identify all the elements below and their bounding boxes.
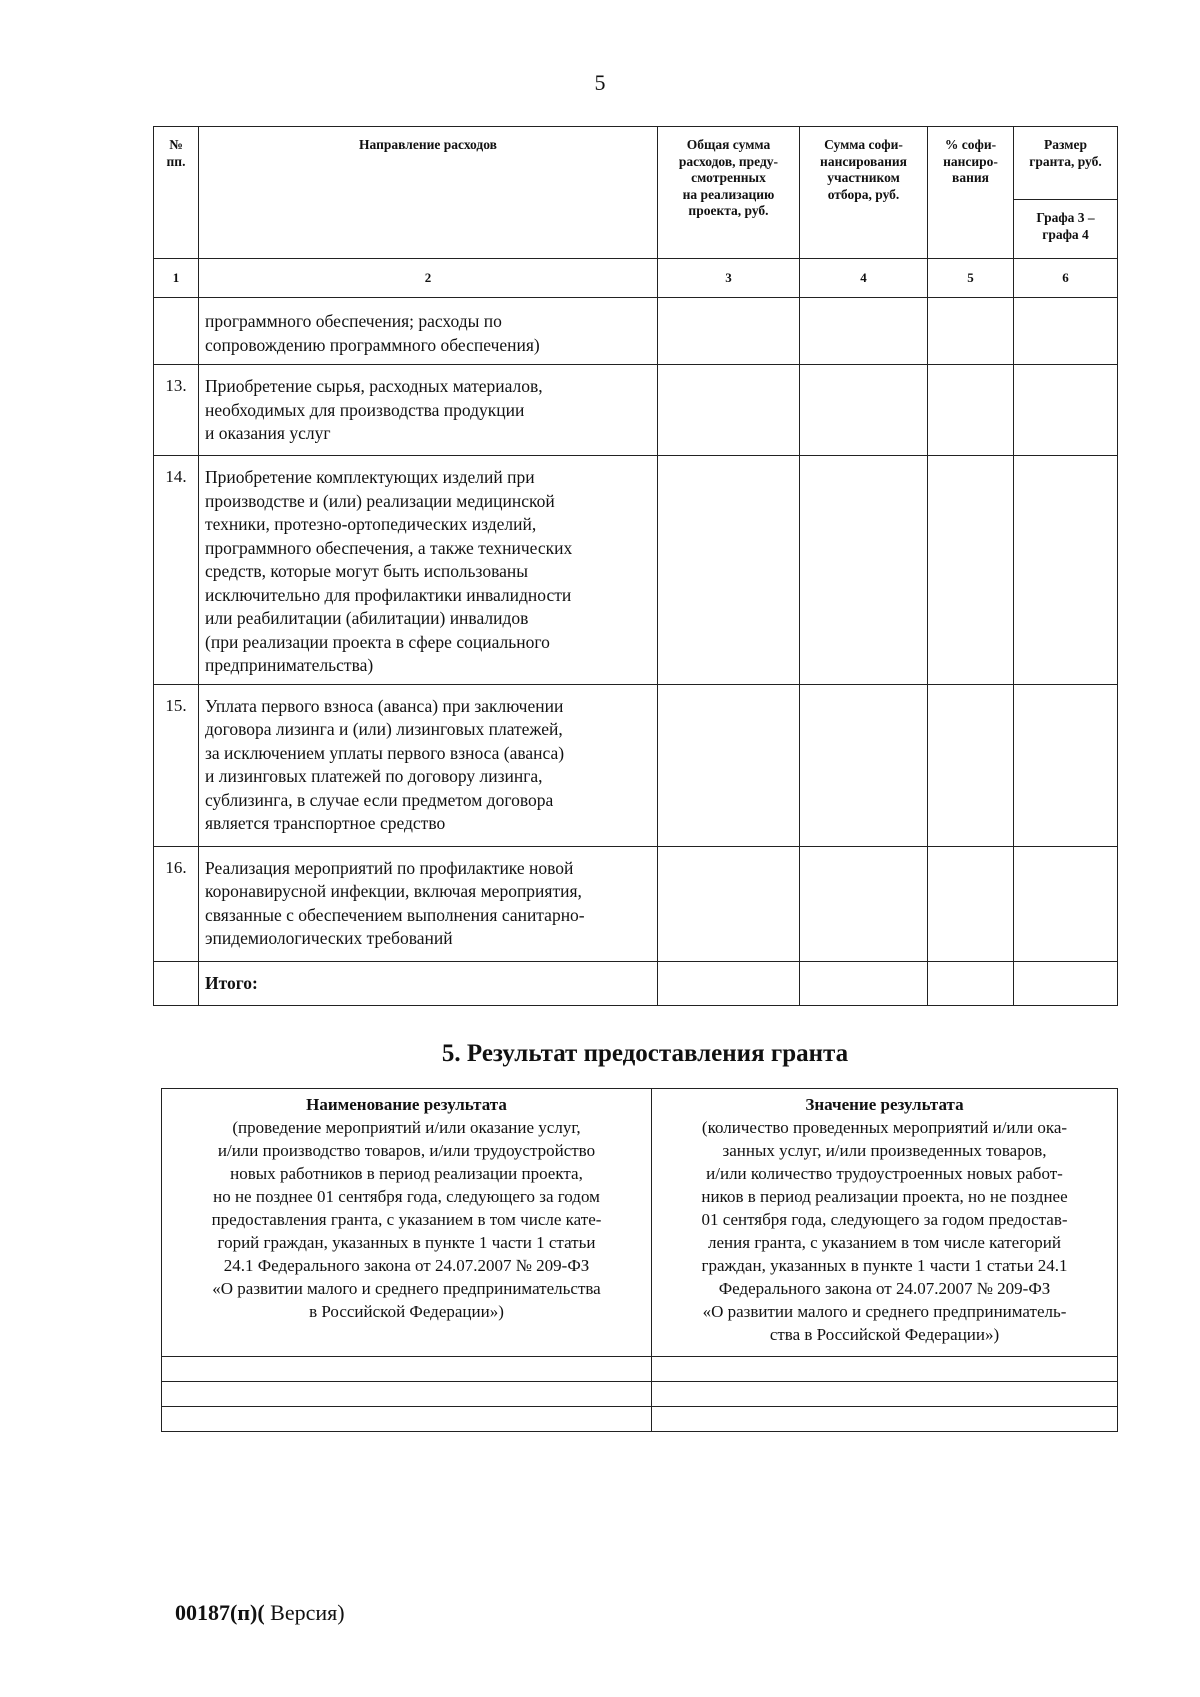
cell-cofinance-pct — [928, 684, 1014, 846]
column-number-row — [154, 259, 1118, 298]
table-row — [154, 684, 1118, 846]
document-code-number: 00187(п)( — [175, 1600, 265, 1625]
table-row — [154, 365, 1118, 456]
column-number: 5 — [928, 259, 1014, 298]
cell-cofinance-sum — [800, 456, 928, 685]
header-grant-formula: Графа 3 – графа 4 — [1014, 200, 1118, 259]
cell-total — [658, 365, 800, 456]
document-code-version: Версия) — [264, 1600, 345, 1625]
cell-cofinance-pct — [928, 846, 1014, 961]
result-value-cell — [652, 1357, 1118, 1382]
header-direction: Направление расходов — [199, 127, 658, 259]
cell-grant-size — [1014, 298, 1118, 365]
table-row — [162, 1357, 1118, 1382]
header-cofinance-sum: Сумма софи- нансирования участником отбора, руб. — [800, 127, 928, 259]
total-label: Итого: — [199, 961, 658, 1005]
cell-total — [658, 456, 800, 685]
result-name-header — [162, 1089, 652, 1357]
row-number: 14. — [154, 456, 199, 685]
table-row — [154, 298, 1118, 365]
row-text: Приобретение комплектующих изделий при производстве и (или) реализации медицинской техники, протезно-ортопедических изделий, программного обеспечения, а также технических средств, которые могут быть использованы исключительно для профилактики инвалидности или реабилитации (абилитации) инвалидов (при реализации проекта в сфере социального предпринимательства) — [199, 456, 658, 685]
column-number: 6 — [1014, 259, 1118, 298]
total-row-number — [154, 961, 199, 1005]
results-header-row — [162, 1089, 1118, 1357]
cell-cofinance-pct — [928, 456, 1014, 685]
cell-grant-size — [1014, 456, 1118, 685]
result-value-title: Значение результата — [805, 1095, 964, 1114]
cell-grant-size — [1014, 365, 1118, 456]
row-number — [154, 298, 199, 365]
header-grant-size: Размер гранта, руб. — [1014, 127, 1118, 200]
result-name-cell — [162, 1382, 652, 1407]
row-number: 16. — [154, 846, 199, 961]
result-value-cell — [652, 1382, 1118, 1407]
cell-cofinance-sum — [800, 365, 928, 456]
document-code — [175, 1600, 345, 1626]
results-table — [161, 1088, 1118, 1432]
cell-total — [658, 684, 800, 846]
total-row — [154, 961, 1118, 1005]
row-number: 15. — [154, 684, 199, 846]
result-name-description: (проведение мероприятий и/или оказание услуг, и/или производство товаров, и/или трудоустройство новых работников в период реализации проекта, но не позднее 01 сентября года, следующего за годом предоставления гранта, с указанием в том числе кате- горий граждан, указанных в пункте 1 части 1 статьи 24.1 Федерального закона от 24.07.2007 № 209-ФЗ «О развитии малого и среднего предпринимательства в Российской Федерации») — [211, 1118, 602, 1321]
header-cofinance-pct: % софи- нансиро- вания — [928, 127, 1014, 259]
row-text: Реализация мероприятий по профилактике новой коронавирусной инфекции, включая мероприятия, связанные с обеспечением выполнения санитарно- эпидемиологических требований — [199, 846, 658, 961]
cell-cofinance-sum — [800, 298, 928, 365]
row-number: 13. — [154, 365, 199, 456]
result-value-cell — [652, 1407, 1118, 1432]
table-row — [162, 1407, 1118, 1432]
section-title: 5. Результат предоставления гранта — [441, 1040, 849, 1067]
cell-cofinance-pct — [928, 961, 1014, 1005]
result-name-cell — [162, 1407, 652, 1432]
cell-cofinance-pct — [928, 365, 1014, 456]
result-value-description: (количество проведенных мероприятий и/или ока- занных услуг, и/или произведенных товаров, и/или количество трудоустроенных новых работ- ников в период реализации проекта, но не позднее 01 сентября года, следующего за годом предостав- ления гранта, с указанием в том числе категорий граждан, указанных в пункте 1 части 1 статьи 24.1 Федерального закона от 24.07.2007 № 209-ФЗ «О развитии малого и среднего предприниматель- ства в Российской Федерации») — [701, 1118, 1068, 1344]
page-number: 5 — [594, 70, 606, 95]
table-row — [162, 1382, 1118, 1407]
header-no: № пп. — [154, 127, 199, 259]
cell-cofinance-sum — [800, 846, 928, 961]
cell-cofinance-sum — [800, 961, 928, 1005]
cell-cofinance-sum — [800, 684, 928, 846]
cell-grant-size — [1014, 961, 1118, 1005]
column-number: 2 — [199, 259, 658, 298]
cell-total — [658, 961, 800, 1005]
cell-total — [658, 298, 800, 365]
header-total: Общая сумма расходов, преду- смотренных на реализацию проекта, руб. — [658, 127, 800, 259]
cell-cofinance-pct — [928, 298, 1014, 365]
cell-grant-size — [1014, 846, 1118, 961]
result-name-title: Наименование результата — [306, 1095, 507, 1114]
result-name-cell — [162, 1357, 652, 1382]
column-number: 1 — [154, 259, 199, 298]
table-row — [154, 846, 1118, 961]
column-number: 4 — [800, 259, 928, 298]
row-text: программного обеспечения; расходы по сопровождению программного обеспечения) — [199, 298, 658, 365]
row-text: Приобретение сырья, расходных материалов, необходимых для производства продукции и оказания услуг — [199, 365, 658, 456]
table-row — [154, 456, 1118, 685]
cell-grant-size — [1014, 684, 1118, 846]
expenses-table — [153, 126, 1118, 1006]
cell-total — [658, 846, 800, 961]
row-text: Уплата первого взноса (аванса) при заключении договора лизинга и (или) лизинговых платежей, за исключением уплаты первого взноса (аванса) и лизинговых платежей по договору лизинга, сублизинга, в случае если предметом договора является транспортное средство — [199, 684, 658, 846]
column-number: 3 — [658, 259, 800, 298]
result-value-header — [652, 1089, 1118, 1357]
